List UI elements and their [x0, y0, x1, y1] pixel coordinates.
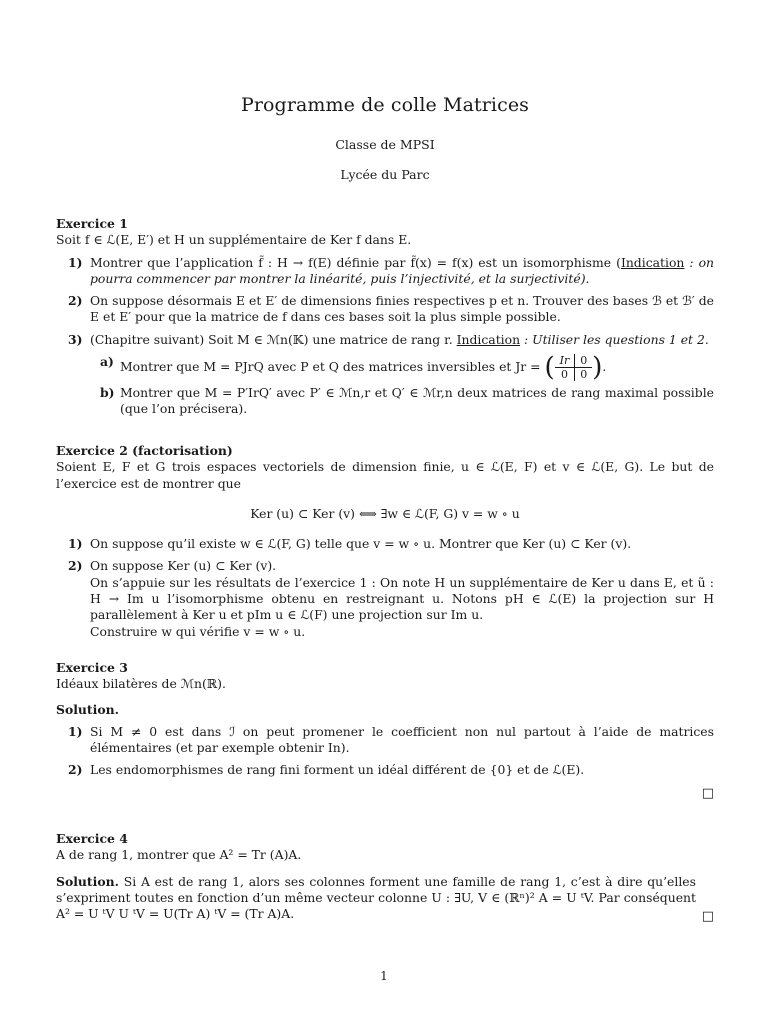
exercise-1-heading: Exercice 1 — [56, 216, 128, 231]
exercise-4-solution — [56, 874, 714, 923]
subquestion-text: Montrer que M = PJrQ avec P et Q des matrices inversibles et Jr = — [120, 359, 545, 375]
indication-label: Indication — [456, 331, 521, 347]
question-number: 1) — [68, 536, 83, 552]
exercise-2 — [56, 443, 714, 640]
solution-number: 2) — [68, 762, 83, 778]
left-paren: ( — [544, 352, 555, 383]
question-number: 3) — [68, 331, 83, 347]
exercise-2-intro: Soient E, F et G trois espaces vectoriels de dimension finie, u ∈ ℒ(E, F) et v ∈ ℒ(E, G). Le but de l’exercice est de montrer que — [56, 459, 714, 491]
exercise-2-heading: Exercice 2 (factorisation) — [56, 443, 233, 458]
question-text: (Chapitre suivant) Soit M ∈ ℳn(𝕂) une matrice de rang r. — [90, 331, 457, 347]
question-number: 2) — [68, 558, 83, 574]
exercise-3 — [56, 660, 714, 801]
school-line: Lycée du Parc — [340, 167, 430, 182]
block-matrix-jr — [555, 354, 593, 381]
exercise-4-heading: Exercice 4 — [56, 831, 128, 846]
subquestion-letter: b) — [100, 385, 115, 401]
qed-square-icon: □ — [701, 786, 714, 801]
ex2-question-1 — [56, 536, 714, 552]
exercise-4-intro: A de rang 1, montrer que A² = Tr (A)A. — [56, 847, 302, 863]
ex1-question-1 — [56, 255, 714, 288]
solution-text: Si A est de rang 1, alors ses colonnes forment une famille de rang 1, c’est à dire qu’elles s’expriment toutes en fonction d’un même vecteur colonne U : ∃U, V ∈ (ℝⁿ)² A = U ᵗV. Par conséquent A² = U ᵗV U ᵗV = U(Tr A) ᵗV = (Tr A)A. — [56, 873, 696, 922]
question-text: On suppose Ker (u) ⊂ Ker (v). — [90, 558, 277, 574]
qed-square-icon: □ — [701, 909, 714, 924]
ex1-subquestion-b — [56, 385, 714, 418]
document-title: Programme de colle Matrices — [240, 94, 530, 116]
solution-heading: Solution. — [56, 701, 119, 717]
question-text: On s’appuie sur les résultats de l’exercice 1 : On note H un supplémentaire de Ker u dans E, et ũ : H → Im u l’isomorphisme obtenu en restreignant u. Notons pH ∈ ℒ(E) la projection sur H parallèlement à Ker u et pIm u ∈ ℒ(F) une projection sur Im u. — [90, 574, 714, 623]
exercise-4 — [56, 831, 714, 922]
question-number: 1) — [68, 254, 83, 270]
ex1-question-2 — [56, 293, 714, 326]
indication-text: : on pourra commencer par montrer la linéarité, puis l’injectivité, et la surjectivité). — [90, 254, 715, 286]
indication-text: : Utiliser les questions 1 et 2. — [520, 331, 709, 347]
ex3-solution-2 — [56, 762, 714, 778]
solution-number: 1) — [68, 723, 83, 739]
question-text: On suppose désormais E et E′ de dimensions finies respectives p et n. Trouver des bases ℬ et ℬ′ de E et E′ pour que la matrice de f dans ces bases soit la plus simple possible. — [90, 293, 714, 325]
ex1-subquestion-a: a) Montrer que M = PJrQ avec P et Q des matrices inversibles et Jr = ( Ir 0 0 0 ). — [100, 352, 607, 383]
subquestion-letter: a) — [100, 354, 114, 370]
solution-text: Les endomorphismes de rang fini forment un idéal différent de {0} et de ℒ(E). — [90, 762, 585, 778]
exercise-3-intro: Idéaux bilatères de ℳn(ℝ). — [56, 676, 226, 692]
ex3-solution-1 — [56, 724, 714, 757]
matrix-cell-0: 0 — [555, 368, 575, 382]
ex1-question-3 — [56, 332, 714, 348]
exercise-1 — [56, 216, 714, 418]
equivalence-formula: Ker (u) ⊂ Ker (v) ⟺ ∃w ∈ ℒ(F, G) v = w ∘ u — [250, 505, 520, 521]
subquestion-text: Montrer que M = P′IrQ′ avec P′ ∈ ℳn,r et Q′ ∈ ℳr,n deux matrices de rang maximal possible (que l’on précisera). — [120, 385, 714, 417]
solution-heading: Solution. — [56, 873, 119, 889]
question-text: Construire w qui vérifie v = w ∘ u. — [90, 623, 306, 639]
indication-label: Indication — [620, 254, 685, 270]
exercise-3-heading: Exercice 3 — [56, 660, 128, 675]
matrix-cell-0: 0 — [575, 354, 593, 368]
exercise-1-intro: Soit f ∈ ℒ(E, E′) et H un supplémentaire de Ker f dans E. — [56, 232, 412, 248]
right-paren: ) — [592, 352, 603, 383]
question-text: On suppose qu’il existe w ∈ ℒ(F, G) telle que v = w ∘ u. Montrer que Ker (u) ⊂ Ker (v). — [90, 536, 632, 552]
page-number: 1 — [380, 969, 388, 983]
question-text: Montrer que l’application f̃ : H → f(E) définie par f̃(x) = f(x) est un isomorphisme ( — [90, 254, 621, 270]
class-line: Classe de MPSI — [335, 137, 435, 152]
ex2-question-2 — [56, 558, 714, 639]
question-number: 2) — [68, 293, 83, 309]
matrix-cell-0: 0 — [580, 368, 588, 382]
solution-text: Si M ≠ 0 est dans ℐ on peut promener le coefficient non nul partout à l’aide de matrices élémentaires (et par exemple obtenir In). — [90, 723, 714, 756]
matrix-cell-ir: Ir — [555, 354, 575, 368]
